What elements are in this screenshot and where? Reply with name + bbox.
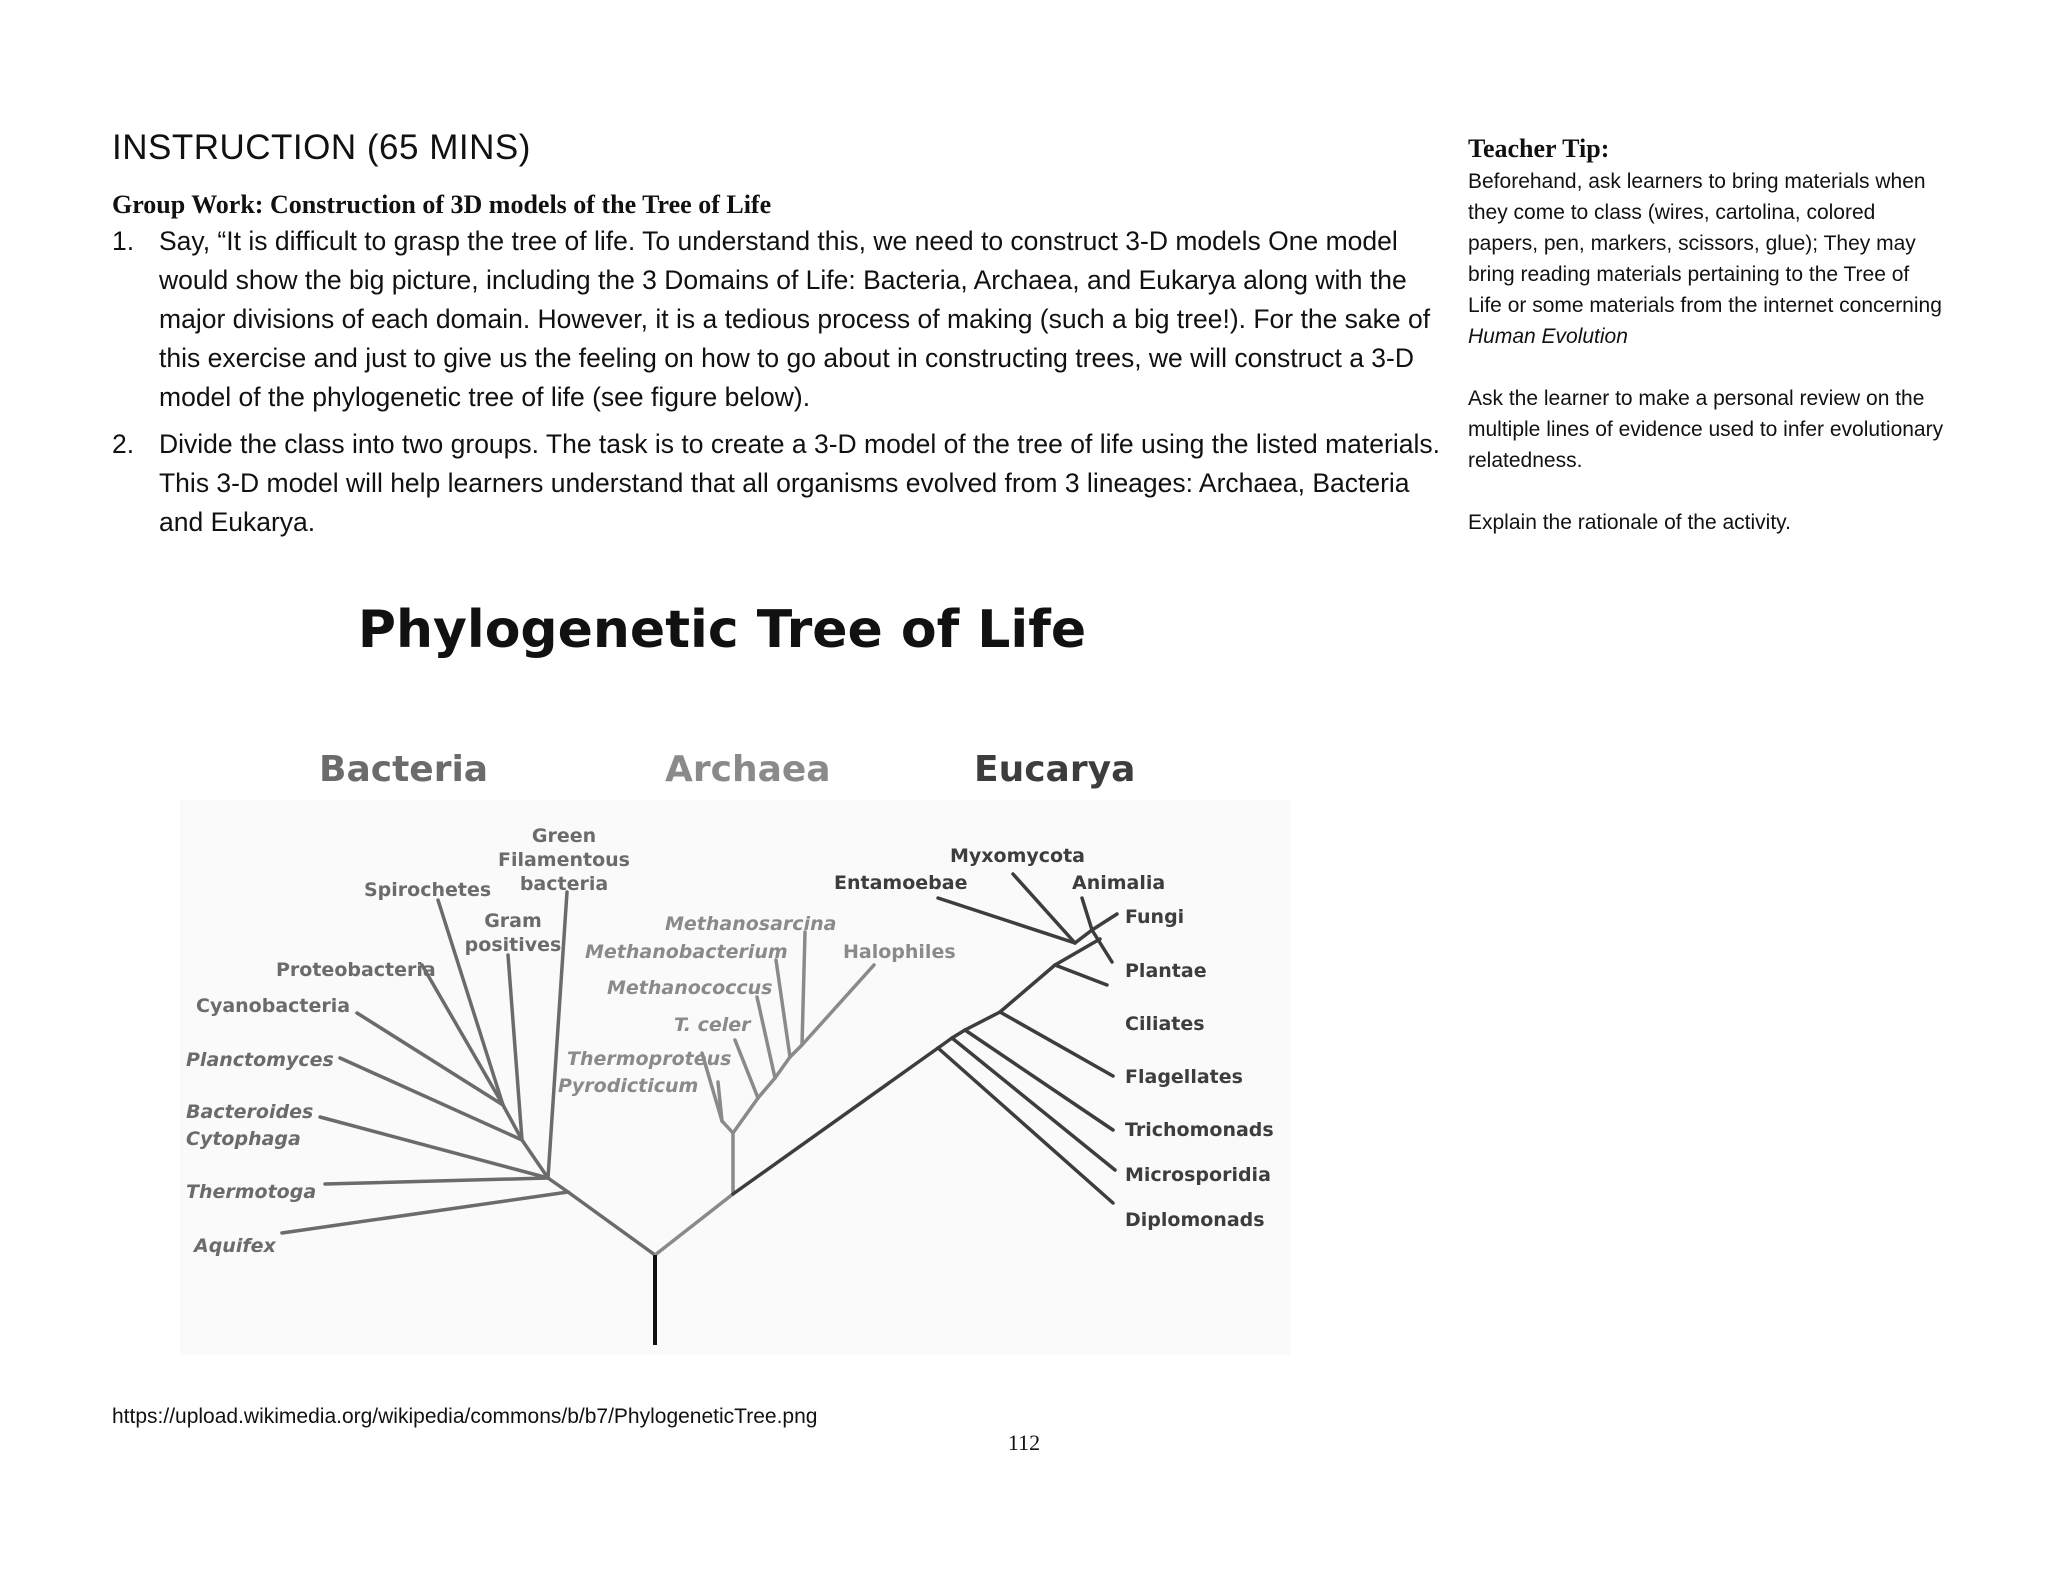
domain-label-eucarya: Eucarya: [974, 749, 1136, 790]
tip-paragraph-rationale: Explain the rationale of the activity.: [1468, 511, 1791, 534]
label-halophiles: Halophiles: [843, 941, 956, 963]
tip-paragraph-review: Ask the learner to make a personal review on the multiple lines of evidence used to infer evolutionary relatedness.: [1468, 387, 1944, 472]
label-gram: Gram: [484, 910, 542, 932]
label-myxomycota: Myxomycota: [950, 845, 1086, 867]
label-methanosarcina: Methanosarcina: [665, 913, 837, 935]
label-aquifex: Aquifex: [194, 1235, 276, 1257]
label-cytophaga: Cytophaga: [186, 1128, 301, 1150]
domain-labels: [319, 749, 1135, 790]
domain-label-archaea: Archaea: [665, 749, 831, 790]
source-url: https://upload.wikimedia.org/wikipedia/commons/b/b7/PhylogeneticTree.png: [112, 1405, 818, 1428]
step-number: 2.: [112, 429, 135, 459]
label-bacteria-group: bacteria: [519, 873, 609, 895]
label-ciliates: Ciliates: [1125, 1013, 1205, 1035]
label-methanococcus: Methanococcus: [607, 977, 773, 999]
label-entamoebae: Entamoebae: [834, 872, 968, 894]
step-number: 1.: [112, 226, 135, 256]
domain-label-bacteria: Bacteria: [319, 749, 489, 790]
label-green: Green: [531, 825, 597, 847]
teacher-tip-title: Teacher Tip:: [1468, 134, 1610, 163]
step-text: Divide the class into two groups. The task is to create a 3-D model of the tree of life using the listed materials. This 3-D model will help learners understand that all organisms evolved from 3 lineages: Archaea, Bacteria and Eukarya.: [159, 429, 1440, 537]
label-t-celer: T. celer: [674, 1014, 751, 1036]
label-pyrodicticum: Pyrodicticum: [558, 1075, 699, 1097]
label-proteobacteria: Proteobacteria: [276, 959, 436, 981]
label-diplomonads: Diplomonads: [1125, 1209, 1265, 1231]
step-text: Say, “It is difficult to grasp the tree of life. To understand this, we need to construct 3-D models One model would show the big picture, including the 3 Domains of Life: Bacteria, Archaea, and Eukarya along with the major divisions of each domain. However, it is a tedious process of making (such a big tree!). For the sake of this exercise and just to give us the feeling on how to go about in constructing trees, we will construct a 3-D model of the phylogenetic tree of life (see figure below).: [159, 226, 1431, 412]
label-fungi: Fungi: [1125, 906, 1185, 928]
label-methanobacterium: Methanobacterium: [585, 941, 788, 963]
group-work-subheading: Group Work: Construction of 3D models of the Tree of Life: [112, 190, 772, 219]
label-plantae: Plantae: [1125, 960, 1207, 982]
tip-italic-term: Human Evolution: [1468, 325, 1628, 348]
label-animalia: Animalia: [1072, 872, 1166, 894]
tip-paragraph-materials: Beforehand, ask learners to bring materials when they come to class (wires, cartolina, colored papers, pen, markers, scissors, glue); They may bring reading materials pertaining to the Tree of Life or some materials from the internet concerning Human Evolution: [1468, 170, 1942, 348]
section-heading: INSTRUCTION (65 MINS): [112, 128, 531, 167]
figure-title: Phylogenetic Tree of Life: [357, 600, 1087, 660]
label-thermoproteus: Thermoproteus: [567, 1048, 732, 1070]
label-bacteroides: Bacteroides: [186, 1101, 314, 1123]
label-flagellates: Flagellates: [1125, 1066, 1243, 1088]
label-cyanobacteria: Cyanobacteria: [196, 995, 351, 1017]
label-microsporidia: Microsporidia: [1125, 1164, 1271, 1186]
page-number: 112: [1007, 1430, 1041, 1455]
label-positives: positives: [464, 934, 562, 956]
label-thermotoga: Thermotoga: [186, 1181, 317, 1203]
label-spirochetes: Spirochetes: [364, 879, 492, 901]
label-planctomyces: Planctomyces: [186, 1049, 334, 1071]
label-trichomonads: Trichomonads: [1125, 1119, 1274, 1141]
label-filamentous: Filamentous: [497, 849, 631, 871]
